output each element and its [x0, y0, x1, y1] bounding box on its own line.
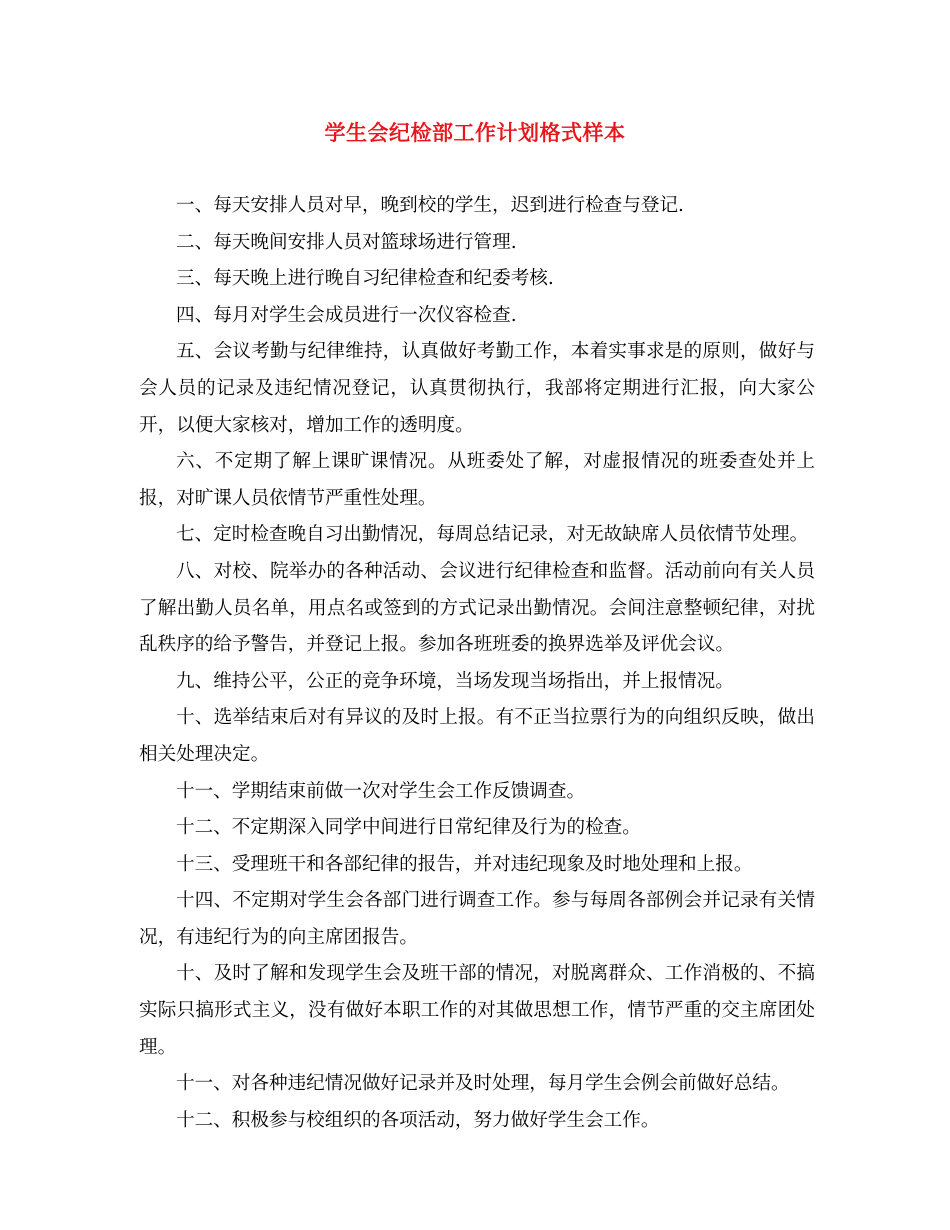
paragraph-8: 八、对校、院举办的各种活动、会议进行纪律检查和监督。活动前向有关人员了解出勤人员名单，用点名或签到的方式记录出勤情况。会间注意整顿纪律，对扰乱秩序的给予警告，并登记上报。参加各班班委的换界选举及评优会议。: [139, 560, 815, 656]
paragraph-2: 二、每天晚间安排人员对篮球场进行管理.: [176, 231, 517, 253]
paragraph-13: 十三、受理班干和各部纪律的报告，并对违纪现象及时地处理和上报。: [176, 853, 753, 875]
paragraph-17: 十二、积极参与校组织的各项活动，努力做好学生会工作。: [176, 1109, 660, 1131]
document-body: [139, 188, 815, 1139]
paragraph-11: 十一、学期结束前做一次对学生会工作反馈调查。: [176, 780, 586, 802]
paragraph-4: 四、每月对学生会成员进行一次仪容检查.: [176, 304, 517, 326]
paragraph-3: 三、每天晚上进行晚自习纪律检查和纪委考核.: [176, 268, 554, 290]
paragraph-5: 五、会议考勤与纪律维持，认真做好考勤工作，本着实事求是的原则，做好与会人员的记录及违纪情况登记，认真贯彻执行，我部将定期进行汇报，向大家公开，以便大家核对，增加工作的透明度。: [139, 341, 815, 436]
paragraph-10: 十、选举结束后对有异议的及时上报。有不正当拉票行为的向组织反映，做出相关处理决定。: [139, 707, 815, 765]
paragraph-7: 七、定时检查晚自习出勤情况，每周总结记录，对无故缺席人员依情节处理。: [176, 524, 809, 546]
paragraph-1: 一、每天安排人员对早，晚到校的学生，迟到进行检查与登记.: [176, 195, 684, 216]
paragraph-9: 九、维持公平，公正的竞争环境，当场发现当场指出，并上报情况。: [176, 670, 734, 692]
paragraph-16: 十一、对各种违纪情况做好记录并及时处理，每月学生会例会前做好总结。: [176, 1073, 790, 1095]
document-title: 学生会纪检部工作计划格式样本: [324, 120, 626, 145]
paragraph-6: 六、不定期了解上课旷课情况。从班委处了解，对虚报情况的班委查处并上报，对旷课人员依情节严重性处理。: [139, 451, 815, 509]
paragraph-12: 十二、不定期深入同学中间进行日常纪律及行为的检查。: [176, 817, 641, 839]
paragraph-15: 十、及时了解和发现学生会及班干部的情况，对脱离群众、工作消极的、不搞实际只搞形式主义，没有做好本职工作的对其做思想工作，情节严重的交主席团处理。: [139, 963, 815, 1058]
paragraph-14: 十四、不定期对学生会各部门进行调查工作。参与每周各部例会并记录有关情况，有违纪行为的向主席团报告。: [139, 890, 815, 948]
